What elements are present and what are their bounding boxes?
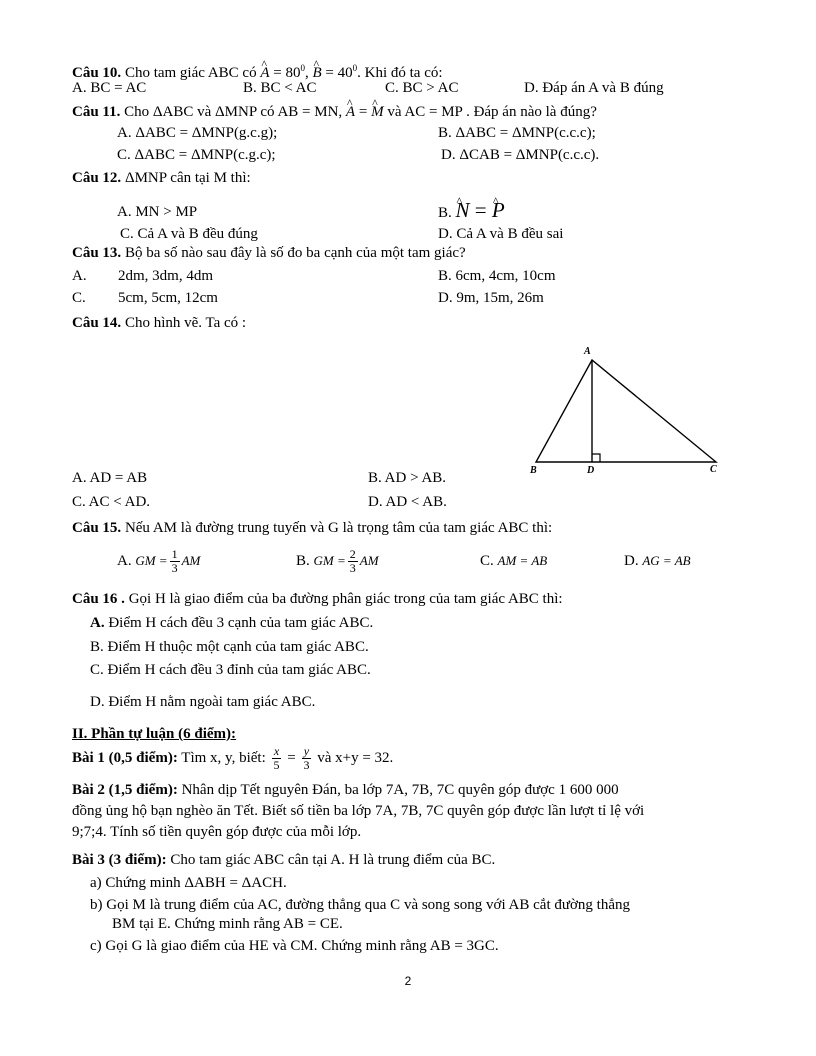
q13-option-c: 5cm, 5cm, 12cm <box>118 290 218 306</box>
q10-option-b: B. BC < AC <box>243 80 317 96</box>
q12-option-d: D. Cả A và B đều sai <box>438 226 564 242</box>
q14-label: Câu 14. <box>72 315 122 331</box>
bai2-line1: Bài 2 (1,5 điểm): Nhân dịp Tết nguyên Đán, ba lớp 7A, 7B, 7C quyên góp được 1 600 000 <box>72 782 619 798</box>
q10-option-a: A. BC = AC <box>72 80 147 96</box>
q11-option-d: D. ΔCAB = ΔMNP(c.c.c). <box>441 147 600 163</box>
bai3-stem: Bài 3 (3 điểm): Cho tam giác ABC cân tại A. H là trung điểm của BC. <box>72 852 496 868</box>
q15-option-c: C. AM = AB <box>480 553 548 569</box>
q13-option-b: B. 6cm, 4cm, 10cm <box>438 268 556 284</box>
q16-stem: Câu 16 . Gọi H là giao điểm của ba đường phân giác trong của tam giác ABC thì: <box>72 591 563 607</box>
q12-option-a: A. MN > MP <box>117 204 198 220</box>
q15-option-b: B. GM = $\frac{2}{3}$ AM <box>296 547 379 576</box>
vertex-a-label: A <box>584 346 591 357</box>
bai2-line2: đồng ủng hộ bạn nghèo ăn Tết. Biết số tiền ba lớp 7A, 7B, 7C quyên góp được lần lượt tỉ lệ với <box>72 803 645 819</box>
q11-stem: Câu 11. Cho ΔABC và ΔMNP có AB = MN, ^ A = ^ M và AC = MP . Đáp án nào là đúng? <box>72 104 597 121</box>
q15-option-d: D. AG = AB <box>624 553 691 569</box>
vertex-b-label: B <box>530 465 537 476</box>
q11-option-b: B. ΔABC = ΔMNP(c.c.c); <box>438 125 596 141</box>
q16-option-d: D. Điểm H nằm ngoài tam giác ABC. <box>90 694 316 710</box>
triangle-figure <box>520 340 730 480</box>
bai3-part-c: c) Gọi G là giao điểm của HE và CM. Chứng minh rằng AB = 3GC. <box>90 938 499 954</box>
q12-option-b: B. ^ N = ^ P <box>438 198 505 225</box>
q12-label: Câu 12. <box>72 170 122 186</box>
q11-option-a: A. ΔABC = ΔMNP(g.c.g); <box>117 125 278 141</box>
bai1: Bài 1 (0,5 điểm): Tìm x, y, biết: $\frac{x}{5}$ = $\frac{y}{3}$ và x+y = 32. <box>72 744 394 773</box>
q13-option-c-label: C. <box>72 290 86 306</box>
q13-option-d: D. 9m, 15m, 26m <box>438 290 544 306</box>
q11-label: Câu 11. <box>72 104 121 120</box>
page-number: 2 <box>404 974 412 988</box>
q15-stem: Câu 15. Nếu AM là đường trung tuyến và G là trọng tâm của tam giác ABC thì: <box>72 520 553 536</box>
bai3-label: Bài 3 (3 điểm): <box>72 852 167 868</box>
bai3-part-b-line2: BM tại E. Chứng minh rằng AB = CE. <box>112 916 343 932</box>
q15-option-a: A. GM = $\frac{1}{3}$ AM <box>117 547 201 576</box>
q16-option-c: C. Điểm H cách đều 3 đỉnh của tam giác ABC. <box>90 662 371 678</box>
vertex-c-label: C <box>710 464 717 475</box>
q14-option-c: C. AC < AD. <box>72 494 151 510</box>
triangle-abc <box>536 360 716 462</box>
q13-label: Câu 13. <box>72 245 122 261</box>
q10-label: Câu 10. <box>72 65 122 81</box>
q12-stem: Câu 12. ΔMNP cân tại M thì: <box>72 170 251 186</box>
vertex-d-label: D <box>587 465 595 476</box>
bai3-part-b-line1: b) Gọi M là trung điểm của AC, đường thẳng qua C và song song với AB cắt đường thẳng <box>90 897 630 913</box>
q14-stem: Câu 14. Cho hình vẽ. Ta có : <box>72 315 247 331</box>
bai3-part-a: a) Chứng minh ΔABH = ΔACH. <box>90 875 287 891</box>
q13-stem: Câu 13. Bộ ba số nào sau đây là số đo ba cạnh của một tam giác? <box>72 245 466 261</box>
angle-a-symbol: ^ A <box>260 65 269 82</box>
q14-option-d: D. AD < AB. <box>368 494 447 510</box>
bai2-line3: 9;7;4. Tính số tiền quyên góp được của mỗi lớp. <box>72 824 362 840</box>
right-angle-mark <box>592 454 600 462</box>
part2-title: II. Phần tự luận (6 điểm): <box>72 726 237 742</box>
q16-option-b: B. Điểm H thuộc một cạnh của tam giác ABC. <box>90 639 369 655</box>
q14-option-a: A. AD = AB <box>72 470 148 486</box>
q13-option-a-label: A. <box>72 268 87 284</box>
q14-option-b: B. AD > AB. <box>368 470 447 486</box>
angle-b-symbol: ^ B <box>312 65 321 82</box>
q13-option-a: 2dm, 3dm, 4dm <box>118 268 214 284</box>
q15-label: Câu 15. <box>72 520 122 536</box>
q11-option-c: C. ΔABC = ΔMNP(c.g.c); <box>117 147 276 163</box>
q10-option-c: C. BC > AC <box>385 80 459 96</box>
bai1-label: Bài 1 (0,5 điểm): <box>72 750 178 766</box>
q10-stem: Câu 10. Cho tam giác ABC có ^ $A = 80^0$, ^ $B = 40^0$. Khi đó ta có: <box>72 60 443 82</box>
q16-label: Câu 16 . <box>72 591 125 607</box>
q10-option-d: D. Đáp án A và B đúng <box>524 80 664 96</box>
bai2-label: Bài 2 (1,5 điểm): <box>72 782 178 798</box>
q16-option-a: A. Điểm H cách đều 3 cạnh của tam giác ABC. <box>90 615 374 631</box>
q12-option-c: C. Cả A và B đều đúng <box>120 226 258 242</box>
